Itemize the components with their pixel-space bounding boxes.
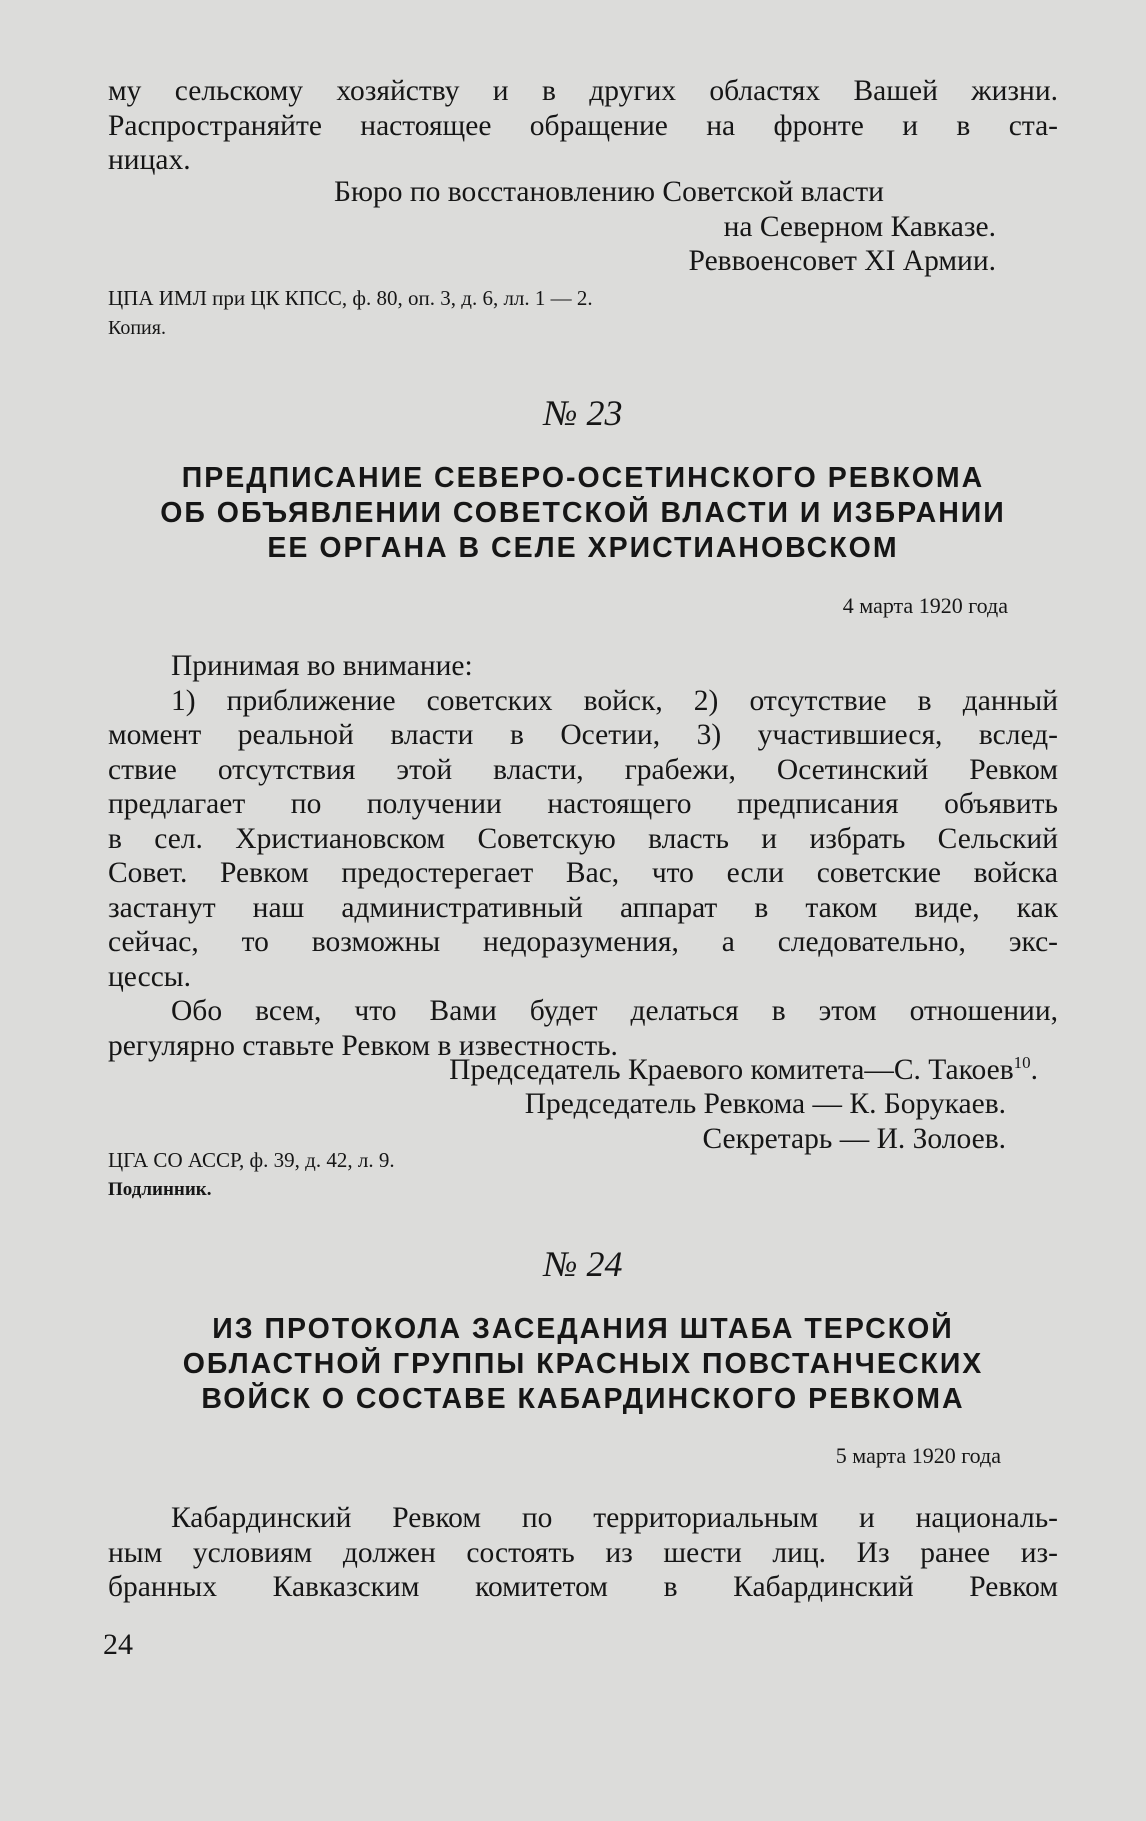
signature-line: Реввоенсовет XI Армии.: [688, 245, 996, 277]
text-line: Распространяйте настоящее обращение на фронте и в ста-: [108, 109, 1058, 142]
title-line: ИЗ ПРОТОКОЛА ЗАСЕДАНИЯ ШТАБА ТЕРСКОЙ: [212, 1313, 954, 1345]
document-kind: Копия.: [108, 317, 166, 339]
title-line: ВОЙСК О СОСТАВЕ КАБАРДИНСКОГО РЕВКОМА: [201, 1383, 965, 1415]
signature-line: Председатель Ревкома — К. Борукаев.: [524, 1088, 1006, 1121]
archive-reference: ЦПА ИМЛ при ЦК КПСС, ф. 80, оп. 3, д. 6, лл. 1 — 2.: [108, 286, 593, 310]
text-line: бранных Кавказским комитетом в Кабардинский Ревком: [108, 1571, 1058, 1603]
title-line: ЕЕ ОРГАНА В СЕЛЕ ХРИСТИАНОВСКОМ: [267, 532, 899, 564]
text-line: регулярно ставьте Ревком в известность.: [108, 1029, 618, 1062]
document-number: № 23: [543, 393, 623, 433]
text-line: в сел. Христиановском Советскую власть и избрать Сельский: [108, 822, 1058, 855]
page-number: 24: [103, 1628, 133, 1661]
document-date: [108, 1441, 1001, 1471]
text-line: сейчас, то возможны недоразумения, а следовательно, экс-: [108, 926, 1058, 958]
document-date: [108, 591, 1008, 621]
title-line: ОБЛАСТНОЙ ГРУППЫ КРАСНЫХ ПОВСТАНЧЕСКИХ: [182, 1348, 984, 1380]
archive-reference: ЦГА СО АССР, ф. 39, д. 42, л. 9.: [108, 1148, 395, 1172]
footnote-mark: 10: [1013, 1053, 1031, 1072]
document-number: № 24: [543, 1244, 623, 1284]
text-line: Совет. Ревком предостерегает Вас, что если советские войска: [108, 857, 1058, 889]
text-line: Кабардинский Ревком по территориальным и националь-: [171, 1502, 1058, 1534]
title-line: ОБ ОБЪЯВЛЕНИИ СОВЕТСКОЙ ВЛАСТИ И ИЗБРАНИИ: [160, 497, 1006, 529]
document-title: [108, 1312, 1058, 1417]
doc23-signatures: [108, 1046, 1038, 1156]
document-body: [108, 649, 1058, 1063]
document-kind: Подлинник.: [108, 1179, 212, 1200]
text-line: ным условиям должен состоять из шести лиц. Из ранее из-: [108, 1536, 1058, 1569]
text-line: цессы.: [108, 960, 191, 993]
signature-line: Секретарь — И. Золоев.: [702, 1122, 1006, 1155]
text-line: застанут наш административный аппарат в таком виде, как: [108, 891, 1058, 924]
text-line: 1) приближение советских войск, 2) отсутствие в данный: [171, 684, 1058, 717]
signature-line: Председатель Краевого комитета—С. Такоев$^{10}$.: [449, 1053, 1038, 1086]
text-line: ницах.: [108, 144, 191, 176]
document-title: [108, 461, 1058, 566]
title-line: ПРЕДПИСАНИЕ СЕВЕРО-ОСЕТИНСКОГО РЕВКОМА: [181, 462, 985, 494]
paragraph: Принимая во внимание:: [171, 650, 473, 682]
text-line: предлагает по получении настоящего предписания объявить: [108, 788, 1058, 820]
signature-line: Бюро по восстановлению Советской власти: [334, 176, 884, 208]
continuation-text: [108, 74, 1058, 178]
date-line: 4 марта 1920 года: [842, 593, 1008, 618]
signature-text: Председатель Краевого комитета—С. Такоев: [449, 1053, 1014, 1086]
signature-line: на Северном Кавказе.: [723, 210, 996, 243]
document-body: [108, 1501, 1058, 1605]
text-line: му сельскому хозяйству и в других областях Вашей жизни.: [108, 75, 1058, 107]
doc23-source: [108, 1145, 1058, 1205]
text-line: ствие отсутствия этой власти, грабежи, Осетинский Ревком: [108, 753, 1058, 786]
top-source: [108, 283, 1058, 343]
text-line: момент реальной власти в Осетии, 3) участившиеся, вслед-: [108, 719, 1058, 751]
text-line: Обо всем, что Вами будет делаться в этом отношении,: [171, 995, 1058, 1027]
top-signature: [108, 175, 996, 279]
date-line: 5 марта 1920 года: [835, 1443, 1001, 1468]
